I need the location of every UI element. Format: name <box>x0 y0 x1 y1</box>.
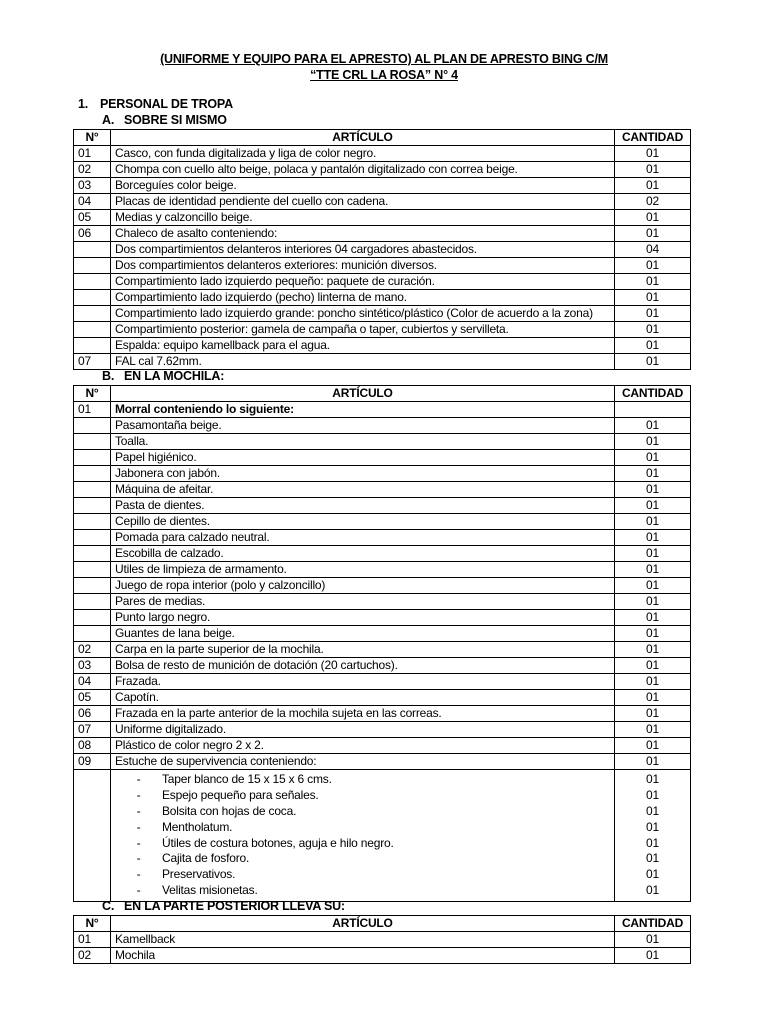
table-row <box>74 658 691 674</box>
table-row <box>74 354 691 370</box>
table-row <box>74 530 691 546</box>
table-row <box>74 482 691 498</box>
row-article: Borceguíes color beige. <box>111 178 615 194</box>
row-article: Medias y calzoncillo beige. <box>111 210 615 226</box>
row-quantity: 01 <box>615 642 691 658</box>
table-row <box>74 194 691 210</box>
bullet-dash: - <box>136 851 141 866</box>
row-number <box>74 498 111 514</box>
row-article: Plástico de color negro 2 x 2. <box>111 738 615 754</box>
row-quantity: 01 <box>615 146 691 162</box>
table-row-survival-kit <box>74 770 691 902</box>
table-row <box>74 242 691 258</box>
row-quantity: 01 <box>615 738 691 754</box>
row-quantity: 04 <box>615 242 691 258</box>
table-row <box>74 146 691 162</box>
row-article: Estuche de supervivencia conteniendo: <box>111 754 615 770</box>
row-article: Compartimiento lado izquierdo (pecho) linterna de mano. <box>111 290 615 306</box>
row-number <box>74 530 111 546</box>
row-article: Frazada. <box>111 674 615 690</box>
row-number: 01 <box>74 146 111 162</box>
document-title-line-2: “TTE CRL LA ROSA” N° 4 <box>310 68 458 82</box>
row-number: 01 <box>74 402 111 418</box>
table-row <box>74 690 691 706</box>
row-article: Escobilla de calzado. <box>111 546 615 562</box>
kit-item-quantity: 01 <box>646 867 659 882</box>
header-qty: CANTIDAD <box>615 916 691 932</box>
table-row <box>74 322 691 338</box>
table-row <box>74 932 691 948</box>
row-quantity: 01 <box>615 562 691 578</box>
row-quantity: 01 <box>615 594 691 610</box>
table-row <box>74 610 691 626</box>
kit-item <box>115 851 610 867</box>
kit-item-quantity: 01 <box>646 803 659 818</box>
row-quantity: 01 <box>615 514 691 530</box>
row-number: 06 <box>74 226 111 242</box>
row-article: Carpa en la parte superior de la mochila. <box>111 642 615 658</box>
table-row <box>74 434 691 450</box>
row-number: 03 <box>74 178 111 194</box>
kit-item-label: Bolsita con hojas de coca. <box>162 803 297 818</box>
header-num: N° <box>74 916 111 932</box>
row-article: Punto largo negro. <box>111 610 615 626</box>
kit-item <box>115 836 610 852</box>
row-number: 07 <box>74 354 111 370</box>
row-quantity: 01 <box>615 274 691 290</box>
kit-item <box>115 804 610 820</box>
row-quantity: 01 <box>615 418 691 434</box>
row-number <box>74 466 111 482</box>
row-article: Jabonera con jabón. <box>111 466 615 482</box>
table-sobre-si-mismo <box>73 129 691 370</box>
row-article: Capotín. <box>111 690 615 706</box>
row-number: 02 <box>74 642 111 658</box>
row-quantity: 01 <box>615 322 691 338</box>
table-row <box>74 626 691 642</box>
section-number: 1. <box>78 97 89 111</box>
table-row <box>74 274 691 290</box>
kit-item-quantity: 01 <box>646 787 659 802</box>
row-article: Pasta de dientes. <box>111 498 615 514</box>
row-quantity: 01 <box>615 258 691 274</box>
row-number: 05 <box>74 690 111 706</box>
row-article: Casco, con funda digitalizada y liga de color negro. <box>111 146 615 162</box>
row-quantity: 01 <box>615 338 691 354</box>
row-article: Papel higiénico. <box>111 450 615 466</box>
row-quantity: 01 <box>615 578 691 594</box>
row-article: Uniforme digitalizado. <box>111 722 615 738</box>
row-quantity: 01 <box>615 932 691 948</box>
row-article: Dos compartimientos delanteros exteriores: munición diversos. <box>111 258 615 274</box>
section-heading-personal-tropa <box>78 97 233 111</box>
table-row <box>74 754 691 770</box>
subsection-label: EN LA MOCHILA: <box>124 369 225 383</box>
table-row <box>74 418 691 434</box>
table-row <box>74 290 691 306</box>
bullet-dash: - <box>136 819 141 834</box>
table-row <box>74 706 691 722</box>
row-quantity: 01 <box>615 674 691 690</box>
row-number: 01 <box>74 932 111 948</box>
row-number: 04 <box>74 674 111 690</box>
row-number <box>74 546 111 562</box>
row-article: Chaleco de asalto conteniendo: <box>111 226 615 242</box>
row-quantity: 01 <box>615 434 691 450</box>
table-row <box>74 466 691 482</box>
header-num: N° <box>74 386 111 402</box>
kit-item-label: Taper blanco de 15 x 15 x 6 cms. <box>162 772 332 786</box>
kit-item <box>115 883 610 899</box>
subsection-letter: A. <box>102 113 115 127</box>
row-quantity: 01 <box>615 290 691 306</box>
row-number <box>74 594 111 610</box>
header-article: ARTÍCULO <box>111 130 615 146</box>
row-number: 09 <box>74 754 111 770</box>
row-number: 07 <box>74 722 111 738</box>
subsection-letter: B. <box>102 369 115 383</box>
subsection-letter: C. <box>102 899 115 913</box>
row-article: Compartimiento lado izquierdo grande: poncho sintético/plástico (Color de acuerdo a la zona) <box>111 306 615 322</box>
table-row <box>74 402 691 418</box>
table-parte-posterior <box>73 915 691 964</box>
header-article: ARTÍCULO <box>111 386 615 402</box>
document-title-line-1: (UNIFORME Y EQUIPO PARA EL APRESTO) AL PLAN DE APRESTO BING C/M <box>160 52 608 66</box>
row-article: Dos compartimientos delanteros interiores 04 cargadores abastecidos. <box>111 242 615 258</box>
row-article: Frazada en la parte anterior de la mochila sujeta en las correas. <box>111 706 615 722</box>
table-row <box>74 738 691 754</box>
table-row <box>74 450 691 466</box>
table-row <box>74 948 691 964</box>
table-header-row <box>74 386 691 402</box>
row-quantity: 01 <box>615 754 691 770</box>
bullet-dash: - <box>136 835 141 850</box>
row-quantity: 01 <box>615 546 691 562</box>
kit-item-quantity: 01 <box>646 819 659 834</box>
row-quantity: 01 <box>615 210 691 226</box>
table-header-row <box>74 130 691 146</box>
subsection-label: EN LA PARTE POSTERIOR LLEVA SU: <box>124 899 345 913</box>
kit-item <box>115 788 610 804</box>
kit-item-label: Preservativos. <box>162 867 236 882</box>
kit-items-list <box>111 770 615 902</box>
table-row <box>74 674 691 690</box>
row-quantity: 01 <box>615 226 691 242</box>
row-article: Bolsa de resto de munición de dotación (20 cartuchos). <box>111 658 615 674</box>
row-quantity: 01 <box>615 178 691 194</box>
row-number <box>74 290 111 306</box>
row-article: Toalla. <box>111 434 615 450</box>
table-row <box>74 642 691 658</box>
row-article: Máquina de afeitar. <box>111 482 615 498</box>
row-number <box>74 626 111 642</box>
row-quantity: 01 <box>615 948 691 964</box>
row-article: Morral conteniendo lo siguiente: <box>111 402 615 418</box>
table-row <box>74 498 691 514</box>
header-qty: CANTIDAD <box>615 130 691 146</box>
row-number <box>74 578 111 594</box>
table-en-la-mochila <box>73 385 691 902</box>
row-number <box>74 482 111 498</box>
row-number <box>74 242 111 258</box>
row-number <box>74 450 111 466</box>
row-article: Compartimiento lado izquierdo pequeño: paquete de curación. <box>111 274 615 290</box>
row-quantity: 01 <box>615 354 691 370</box>
header-article: ARTÍCULO <box>111 916 615 932</box>
kit-item <box>115 820 610 836</box>
row-number <box>74 770 111 902</box>
row-number <box>74 514 111 530</box>
table-header-row <box>74 916 691 932</box>
kit-quantities-list <box>615 770 691 902</box>
row-quantity <box>615 402 691 418</box>
bullet-dash: - <box>136 772 141 786</box>
row-number <box>74 322 111 338</box>
row-quantity: 01 <box>615 450 691 466</box>
row-article: Juego de ropa interior (polo y calzoncillo) <box>111 578 615 594</box>
row-number <box>74 562 111 578</box>
kit-item-quantity: 01 <box>646 835 659 850</box>
table-row <box>74 210 691 226</box>
table-row <box>74 722 691 738</box>
kit-item-quantity: 01 <box>646 851 659 866</box>
kit-item-label: Cajita de fosforo. <box>162 851 250 866</box>
row-quantity: 01 <box>615 706 691 722</box>
table-row <box>74 162 691 178</box>
row-quantity: 02 <box>615 194 691 210</box>
subsection-heading-b <box>102 369 224 383</box>
header-num: N° <box>74 130 111 146</box>
row-number: 02 <box>74 162 111 178</box>
row-article: Pasamontaña beige. <box>111 418 615 434</box>
row-article: Pomada para calzado neutral. <box>111 530 615 546</box>
row-article: Kamellback <box>111 932 615 948</box>
row-number: 02 <box>74 948 111 964</box>
row-number: 05 <box>74 210 111 226</box>
table-row <box>74 306 691 322</box>
kit-item-quantity: 01 <box>646 772 659 786</box>
table-row <box>74 562 691 578</box>
row-article: Mochila <box>111 948 615 964</box>
row-article: FAL cal 7.62mm. <box>111 354 615 370</box>
row-quantity: 01 <box>615 482 691 498</box>
row-article: Placas de identidad pendiente del cuello con cadena. <box>111 194 615 210</box>
table-row <box>74 258 691 274</box>
subsection-heading-c <box>102 899 345 913</box>
kit-item-quantity: 01 <box>646 883 659 898</box>
kit-item-label: Espejo pequeño para señales. <box>162 787 319 802</box>
table-row <box>74 594 691 610</box>
row-article: Espalda: equipo kamellback para el agua. <box>111 338 615 354</box>
kit-item <box>115 867 610 883</box>
kit-item-label: Mentholatum. <box>162 819 233 834</box>
kit-item-label: Útiles de costura botones, aguja e hilo negro. <box>162 835 394 850</box>
row-number <box>74 418 111 434</box>
row-article: Guantes de lana beige. <box>111 626 615 642</box>
row-article: Utiles de limpieza de armamento. <box>111 562 615 578</box>
row-article: Compartimiento posterior: gamela de campaña o taper, cubiertos y servilleta. <box>111 322 615 338</box>
row-quantity: 01 <box>615 658 691 674</box>
section-label: PERSONAL DE TROPA <box>100 97 233 111</box>
bullet-dash: - <box>136 787 141 802</box>
row-quantity: 01 <box>615 722 691 738</box>
table-row <box>74 578 691 594</box>
subsection-label: SOBRE SI MISMO <box>124 113 227 127</box>
row-quantity: 01 <box>615 498 691 514</box>
header-qty: CANTIDAD <box>615 386 691 402</box>
row-number <box>74 338 111 354</box>
row-quantity: 01 <box>615 466 691 482</box>
row-number <box>74 434 111 450</box>
row-number: 04 <box>74 194 111 210</box>
kit-item-label: Velitas misionetas. <box>162 883 258 898</box>
row-quantity: 01 <box>615 530 691 546</box>
row-quantity: 01 <box>615 162 691 178</box>
kit-item <box>115 772 610 788</box>
table-row <box>74 178 691 194</box>
row-number <box>74 274 111 290</box>
row-number <box>74 306 111 322</box>
row-quantity: 01 <box>615 610 691 626</box>
row-number: 08 <box>74 738 111 754</box>
subsection-heading-a <box>102 113 227 127</box>
bullet-dash: - <box>136 803 141 818</box>
row-number: 06 <box>74 706 111 722</box>
row-quantity: 01 <box>615 626 691 642</box>
row-number <box>74 258 111 274</box>
row-article: Pares de medias. <box>111 594 615 610</box>
bullet-dash: - <box>136 867 141 882</box>
bullet-dash: - <box>136 883 141 898</box>
row-number <box>74 610 111 626</box>
row-article: Cepillo de dientes. <box>111 514 615 530</box>
table-row <box>74 546 691 562</box>
row-article: Chompa con cuello alto beige, polaca y pantalón digitalizado con correa beige. <box>111 162 615 178</box>
row-number: 03 <box>74 658 111 674</box>
row-quantity: 01 <box>615 306 691 322</box>
table-row <box>74 226 691 242</box>
row-quantity: 01 <box>615 690 691 706</box>
table-row <box>74 514 691 530</box>
table-row <box>74 338 691 354</box>
